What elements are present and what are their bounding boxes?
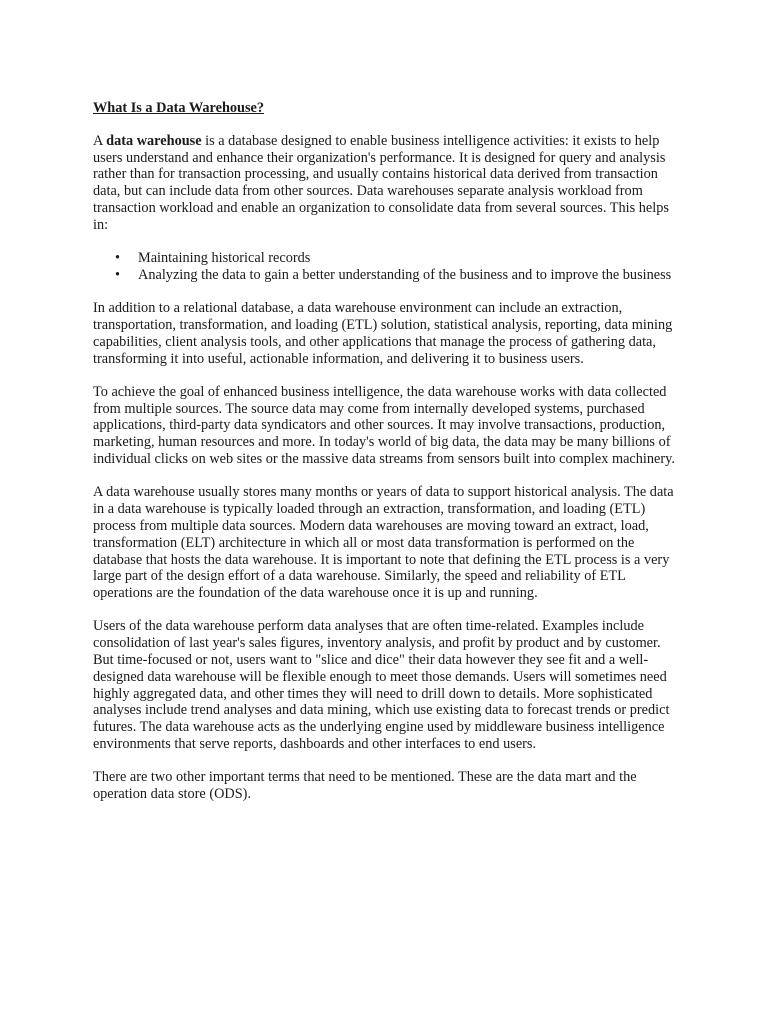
bullet-icon: • <box>115 266 121 283</box>
list-item-text: Analyzing the data to gain a better understanding of the business and to improve the business <box>138 266 672 283</box>
bullet-icon: • <box>115 250 121 267</box>
list-item-text: Maintaining historical records <box>138 250 311 267</box>
paragraph-etl-environment: In addition to a relational database, a data warehouse environment can include an extraction, transportation, transformation, and loading (ETL) solution, statistical analysis, reporting, data mining capabilities, client analysis tools, and other applications that manage the process of gathering data, transforming it into useful, actionable information, and delivering it to business users. <box>93 300 673 367</box>
paragraph-data-sources: To achieve the goal of enhanced business intelligence, the data warehouse works with data collected from multiple sources. The source data may come from internally developed systems, purchased applications, third-party data syndicators and other sources. It may involve transactions, production, marketing, human resources and more. In today's world of big data, the data may be many billions of individual clicks on web sites or the massive data streams from sensors built into complex machinery. <box>93 383 675 468</box>
intro-paragraph <box>93 133 683 234</box>
intro-rest: is a database designed to enable business intelligence activities: it exists to help users understand and enhance their organization's performance. It is designed for query and analysis rather than for transaction processing, and usually contains historical data derived from transaction data, but can include data from other sources. Data warehouses separate analysis workload from transaction workload and enable an organization to consolidate data from several sources. This helps in: <box>93 132 669 233</box>
intro-term: data warehouse <box>106 132 202 149</box>
list-item <box>115 266 683 284</box>
paragraph-historical-analysis: A data warehouse usually stores many months or years of data to support historical analysis. The data in a data warehouse is typically loaded through an extraction, transformation, and loading (ETL) process from multiple data sources. Modern data warehouses are moving toward an extract, load, transformation (ELT) architecture in which all or most data transformation is performed on the database that hosts the data warehouse. It is important to note that defining the ETL process is a very large part of the design effort of a data warehouse. Similarly, the speed and reliability of ETL operations are the foundation of the data warehouse once it is up and running. <box>93 484 674 602</box>
paragraph-user-analyses: Users of the data warehouse perform data analyses that are often time-related. Examples include consolidation of last year's sales figures, inventory analysis, and profit by product and by customer. But time-focused or not, users want to "slice and dice" their data however they see fit and a well-designed data warehouse will be flexible enough to meet those demands. Users will sometimes need highly aggregated data, and other times they will need to drill down to details. More sophisticated analyses include trend analyses and data mining, which use existing data to forecast trends or predict futures. The data warehouse acts as the underlying engine used by middleware business intelligence environments that serve reports, dashboards and other interfaces to end users. <box>93 618 670 752</box>
intro-lead: A <box>93 132 107 149</box>
benefits-list <box>93 250 683 284</box>
page-title: What Is a Data Warehouse? <box>93 100 265 116</box>
document-page <box>93 100 683 819</box>
paragraph-other-terms: There are two other important terms that need to be mentioned. These are the data mart and the operation data store (ODS). <box>93 769 637 803</box>
list-item <box>115 250 683 267</box>
